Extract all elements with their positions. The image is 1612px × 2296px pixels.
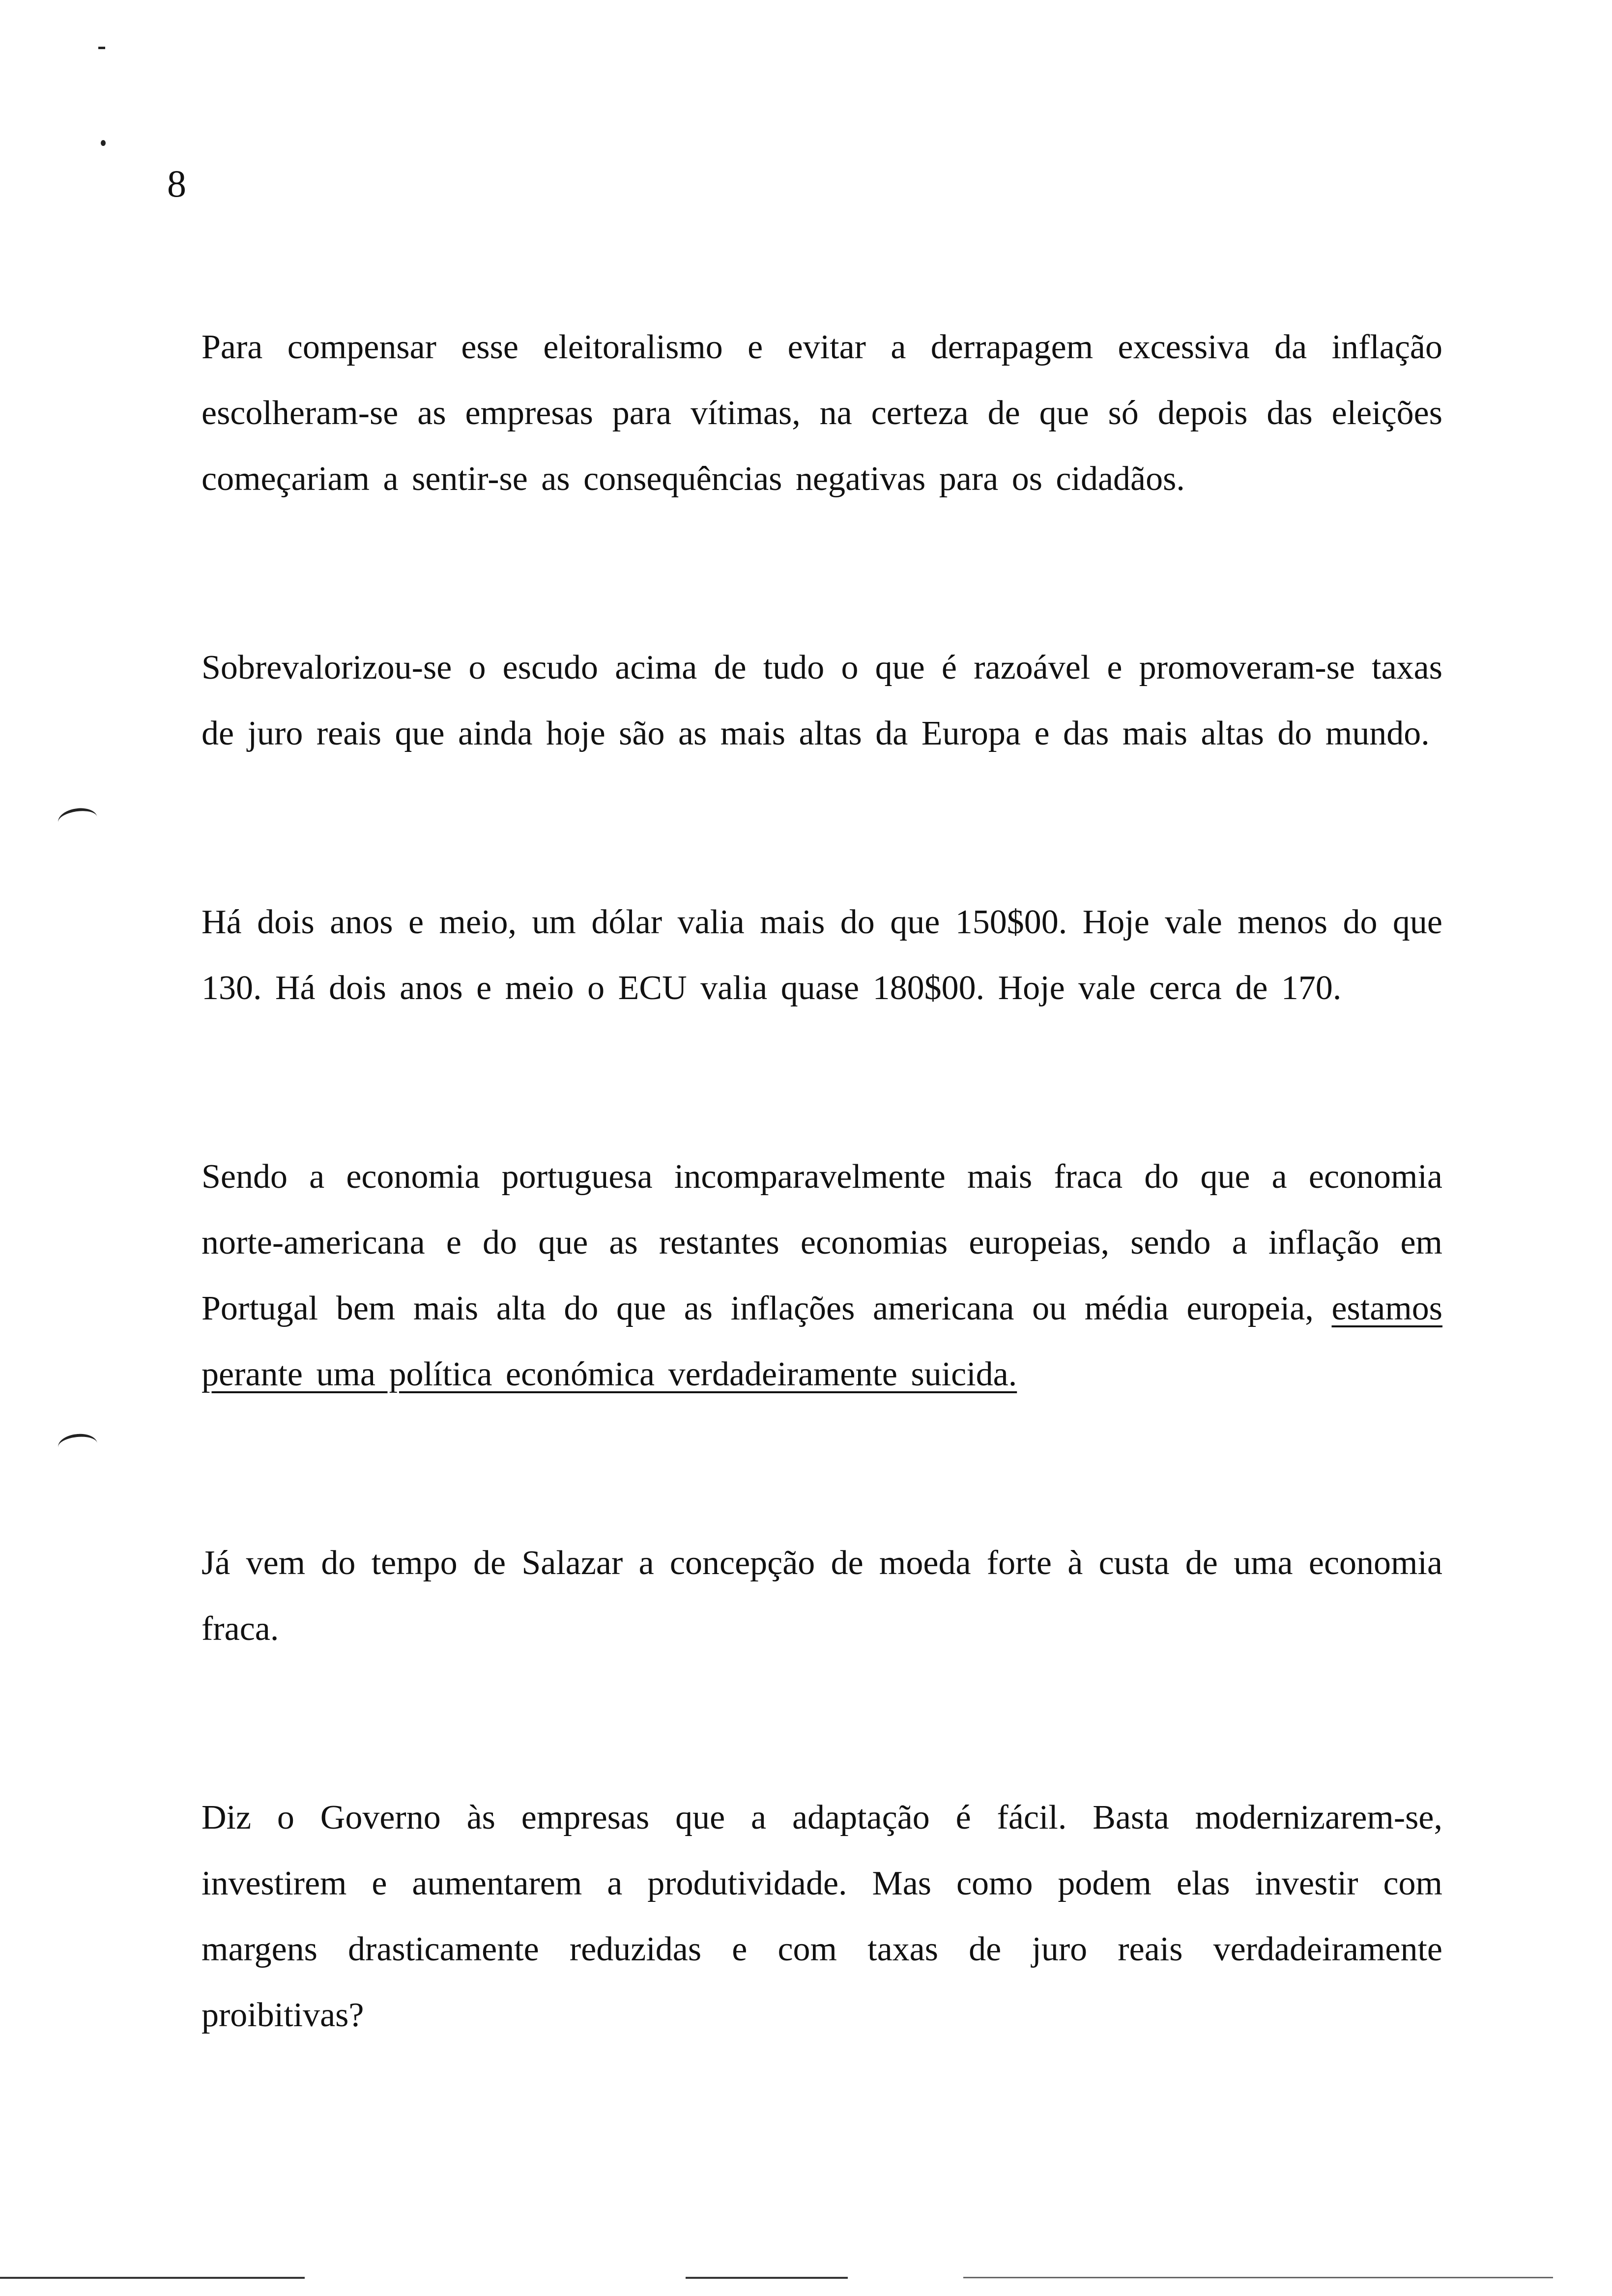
scan-mark-dot: [101, 140, 106, 146]
scan-edge-line: [963, 2277, 1553, 2278]
paragraph-text: Já vem do tempo de Salazar a concepção de moeda forte à custa de uma economia fraca.: [202, 1544, 1442, 1648]
margin-annotation-mark: [57, 806, 99, 834]
scan-mark-dash: [98, 47, 105, 49]
paragraph-text: Para compensar esse eleitoralismo e evitar a derrapagem excessiva da inflação escolheram-se as empresas para vítimas, na certeza de que só depois das eleições começariam a sentir-se as consequências negativas para os cidadãos.: [202, 328, 1442, 498]
scan-edge-line: [0, 2277, 305, 2279]
paragraph-text: Há dois anos e meio, um dólar valia mais do que 150$00. Hoje vale menos do que 130. Há dois anos e meio o ECU valia quase 180$00. Hoje vale cerca de 170.: [202, 903, 1442, 1007]
document-body: [202, 315, 1442, 2048]
paragraph: [202, 315, 1442, 512]
paragraph: [202, 890, 1442, 1021]
paragraph: [202, 1785, 1442, 2048]
paragraph-text: Sendo a economia portuguesa incomparavelmente mais fraca do que a economia norte-americana e do que as restantes economias europeias, sendo a inflação em Portugal bem mais alta do que as inflações americana ou média europeia,: [202, 1158, 1442, 1327]
underlined-phrase: estamos perante uma política económica verdadeiramente suicida.: [202, 1290, 1443, 1393]
paragraph-text: Diz o Governo às empresas que a adaptação é fácil. Basta modernizarem-se, investirem e aumentarem a produtividade. Mas como podem elas investir com margens drasticamente reduzidas e com taxas de juro reais verdadeiramente proibitivas?: [202, 1799, 1442, 2034]
scan-edge-line: [686, 2277, 848, 2279]
paragraph: [202, 1530, 1442, 1662]
paragraph: [202, 635, 1442, 767]
paragraph-text: Sobrevalorizou-se o escudo acima de tudo o que é razoável e promoveram-se taxas de juro reais que ainda hoje são as mais altas da Europa e das mais altas do mundo.: [202, 649, 1442, 752]
paragraph: [202, 1144, 1442, 1407]
margin-annotation-mark: [57, 1432, 98, 1459]
page-number: 8: [167, 162, 186, 205]
